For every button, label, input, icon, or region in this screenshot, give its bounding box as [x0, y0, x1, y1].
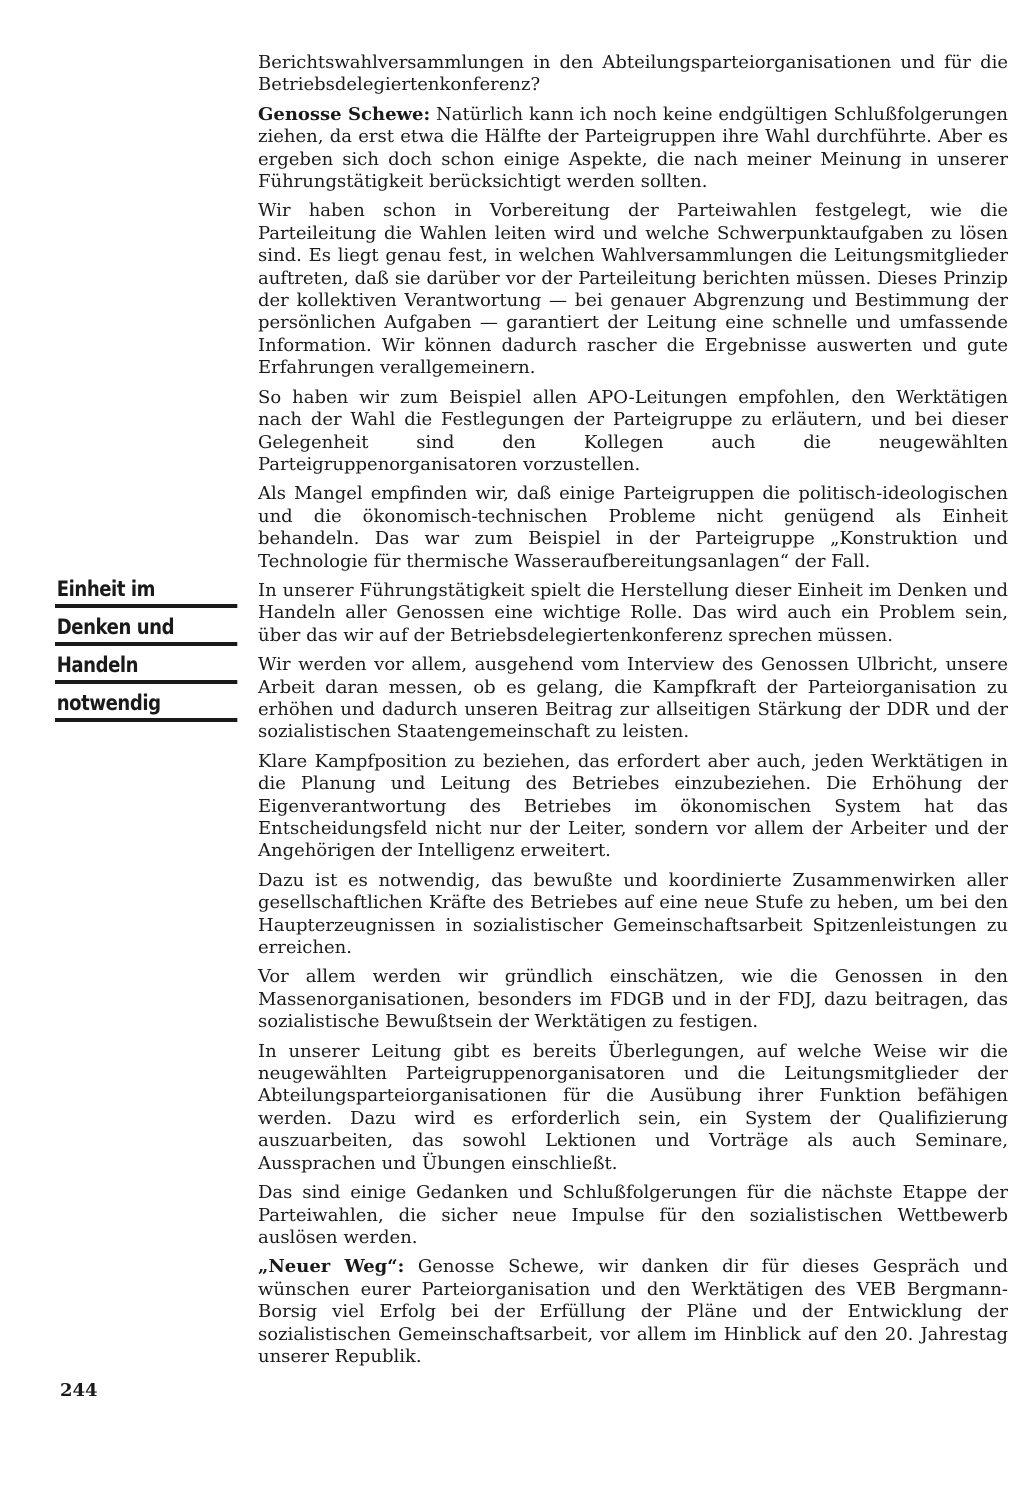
paragraph-text: Das sind einige Gedanken und Schlußfolgerungen für die nächste Etappe der Parteiwahlen, die sicher neue Impulse für den sozialistischen Wettbewerb auslösen werden.: [258, 1182, 1008, 1248]
speaker-label: Genosse Schewe:: [258, 103, 431, 125]
paragraph-text: Wir haben schon in Vorbereitung der Parteiwahlen festgelegt, wie die Parteileitung die Wahlen leiten wird und welche Schwerpunktaufgaben zu lösen sind. Es liegt genau fest, in welchen Wahlversammlungen die Leitungsmitglieder auftreten, daß sie darüber vor der Parteileitung berichten müssen. Dieses Prinzip der kollektiven Verantwortung — bei genauer Abgrenzung und Bestimmung der persönlichen Aufgaben — garantiert der Leitung eine schnelle und umfassende Information. Wir können dadurch rascher die Ergebnisse auswerten und gute Erfahrungen verallgemeinern.: [258, 200, 1008, 379]
margin-heading: [55, 570, 235, 722]
paragraph: [258, 966, 1008, 1033]
paragraph-text: Berichtswahlversammlungen in den Abteilungsparteiorganisationen und für die Betriebsdelegiertenkonferenz?: [258, 52, 1008, 96]
paragraph: [258, 1182, 1008, 1249]
paragraph: [258, 52, 1008, 97]
paragraph-text: Dazu ist es notwendig, das bewußte und koordinierte Zusammenwirken aller gesellschaftlichen Kräfte des Betriebes auf eine neue Stufe zu heben, um bei den Haupterzeugnissen in sozialistischer Gemeinschaftsarbeit Spitzenleistungen zu erreichen.: [258, 869, 1008, 959]
paragraph-text: In unserer Führungstätigkeit spielt die Herstellung dieser Einheit im Denken und Handeln aller Genossen eine wichtige Rolle. Das wird auch ein Problem sein, über das wir auf der Betriebsdelegiertenkonferenz sprechen müssen.: [258, 579, 1008, 646]
paragraph: [258, 200, 1008, 379]
paragraph: [258, 1256, 1008, 1368]
paragraph-text: Als Mangel empfinden wir, daß einige Parteigruppen die politisch-ideologischen und die ökonomisch-technischen Probleme nicht genügend als Einheit behandeln. Das war zum Beispiel in der Parteigruppe „Konstruktion und Technologie für thermische Wasseraufbereitungsanlagen“ der Fall.: [258, 483, 1008, 572]
margin-heading-line: notwendig: [55, 684, 237, 722]
margin-heading-line: Handeln: [55, 646, 237, 684]
paragraph: [258, 654, 1008, 744]
paragraph-text: Natürlich kann ich noch keine endgültigen Schlußfolgerungen ziehen, da erst etwa die Hälfte der Parteigruppen ihre Wahl durchführte. Aber es ergeben sich doch schon einige Aspekte, die nach meiner Meinung in unserer Führungstätigkeit berücksichtigt werden sollten.: [258, 103, 1008, 193]
paragraph: [258, 870, 1008, 960]
speaker-label: „Neuer Weg“:: [258, 1256, 405, 1278]
article-body: [258, 52, 1008, 1375]
paragraph: [258, 580, 1008, 647]
paragraph: [258, 751, 1008, 863]
paragraph: [258, 483, 1008, 573]
margin-heading-line: Denken und: [55, 608, 237, 646]
paragraph-text: So haben wir zum Beispiel allen APO-Leitungen empfohlen, den Werktätigen nach der Wahl die Festlegungen der Parteigruppe zu erläutern, und bei dieser Gelegenheit sind den Kollegen auch die neugewählten Parteigruppenorganisatoren vorzustellen.: [258, 386, 1008, 475]
page-number: 244: [60, 1380, 98, 1401]
margin-heading-line: Einheit im: [55, 570, 237, 608]
paragraph-text: Wir werden vor allem, ausgehend vom Interview des Genossen Ulbricht, unsere Arbeit daran messen, ob es gelang, die Kampfkraft der Parteiorganisation zu erhöhen und dadurch unseren Beitrag zur allseitigen Stärkung der DDR und der sozialistischen Staatengemeinschaft zu leisten.: [258, 654, 1008, 743]
paragraph-text: In unserer Leitung gibt es bereits Überlegungen, auf welche Weise wir die neugewählten Parteigruppenorganisatoren und die Leitungsmitglieder der Abteilungsparteiorganisationen für die Ausübung ihrer Funktion befähigen werden. Dazu wird es erforderlich sein, ein System der Qualifizierung auszuarbeiten, das sowohl Lektionen und Vorträge als auch Seminare, Aussprachen und Übungen einschließt.: [258, 1040, 1008, 1174]
paragraph-text: Genosse Schewe, wir danken dir für dieses Gespräch und wünschen eurer Parteiorganisation und den Werktätigen des VEB Bergmann-Borsig viel Erfolg bei der Erfüllung der Pläne und der Entwicklung der sozialistischen Gemeinschaftsarbeit, vor allem im Hinblick auf den 20. Jahrestag unserer Republik.: [258, 1256, 1008, 1367]
paragraph-text: Vor allem werden wir gründlich einschätzen, wie die Genossen in den Massenorganisationen, besonders im FDGB und in der FDJ, dazu beitragen, das sozialistische Bewußtsein der Werktätigen zu festigen.: [258, 966, 1008, 1033]
paragraph: [258, 1041, 1008, 1175]
paragraph: [258, 387, 1008, 477]
paragraph: [258, 104, 1008, 194]
paragraph-text: Klare Kampfposition zu beziehen, das erfordert aber auch, jeden Werktätigen in die Planung und Leitung des Betriebes einzubeziehen. Die Erhöhung der Eigenverantwortung des Betriebes im ökonomischen System hat das Entscheidungsfeld nicht nur der Leiter, sondern vor allem der Arbeiter und der Angehörigen der Intelligenz erweitert.: [258, 750, 1008, 862]
